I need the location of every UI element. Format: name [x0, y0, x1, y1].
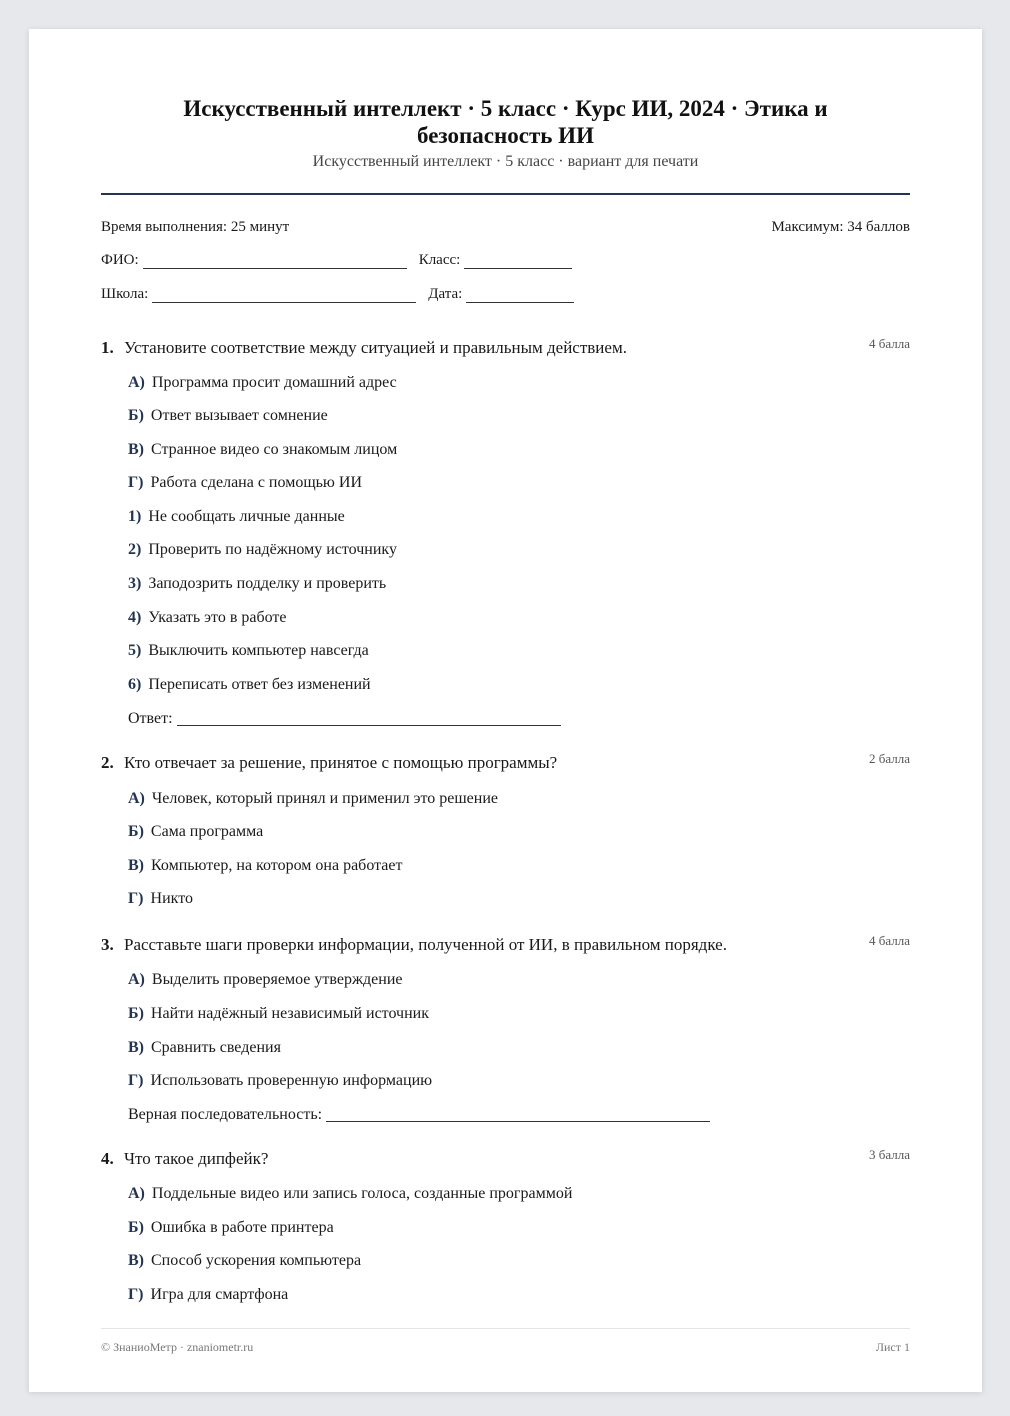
option-letter: 5): [128, 642, 142, 659]
option-v: [128, 1038, 281, 1058]
option-4: [128, 608, 287, 628]
option-text: Поддельные видео или запись голоса, созданные программой: [151, 1185, 573, 1202]
question-number: 1.: [101, 338, 114, 357]
option-g: [128, 1071, 432, 1091]
document-title: Искусственный интеллект · 5 класс · Курс ИИ, 2024 · Этика и безопасность ИИ: [183, 96, 828, 148]
option-text: Странное видео со знакомым лицом: [151, 441, 398, 458]
option-letter: 1): [128, 508, 142, 525]
question-points: 4 балла: [869, 933, 910, 948]
meta-row-name: [101, 252, 910, 269]
page-number: Лист 1: [875, 1340, 910, 1354]
question-text: Кто отвечает за решение, принятое с помощью программы?: [124, 753, 558, 772]
question-3: [101, 933, 910, 1123]
time-limit: Время выполнения: 25 минут: [101, 219, 290, 235]
option-letter: Г): [128, 474, 144, 491]
option-letter: А): [128, 374, 145, 391]
option-text: Переписать ответ без изменений: [148, 676, 371, 693]
option-1: [128, 507, 345, 527]
option-text: Заподозрить подделку и проверить: [148, 575, 387, 592]
option-a: [128, 373, 397, 393]
option-text: Человек, который принял и применил это решение: [151, 790, 499, 807]
question-number: 2.: [101, 753, 114, 772]
option-b: [128, 1004, 429, 1024]
question-number: 4.: [101, 1149, 114, 1168]
question-2: [101, 751, 910, 907]
option-text: Ошибка в работе принтера: [150, 1219, 334, 1236]
option-text: Компьютер, на котором она работает: [151, 857, 403, 874]
class-label: Класс:: [418, 252, 461, 268]
option-letter: А): [128, 790, 145, 807]
option-letter: Б): [128, 407, 144, 424]
answer-row: [128, 709, 561, 729]
option-g: [128, 1285, 288, 1305]
option-letter: Б): [128, 823, 144, 840]
document-header: [101, 95, 910, 171]
option-text: Использовать проверенную информацию: [150, 1072, 433, 1089]
question-text: Установите соответствие между ситуацией и правильным действием.: [124, 338, 627, 357]
option-text: Способ ускорения компьютера: [151, 1252, 362, 1269]
meta-row-school: [101, 286, 910, 303]
option-letter: Г): [128, 890, 144, 907]
option-text: Выделить проверяемое утверждение: [151, 971, 403, 988]
worksheet-page: [29, 29, 982, 1392]
question-points: 4 балла: [869, 336, 910, 351]
answer-label: Верная последовательность:: [128, 1106, 323, 1123]
option-letter: В): [128, 1252, 144, 1269]
sequence-answer-field[interactable]: [326, 1107, 710, 1122]
option-a: [128, 1184, 572, 1204]
option-letter: В): [128, 1039, 144, 1056]
question-points: 2 балла: [869, 751, 910, 766]
option-letter: 4): [128, 609, 142, 626]
question-4: [101, 1147, 910, 1303]
question-text: Расставьте шаги проверки информации, полученной от ИИ, в правильном порядке.: [124, 935, 727, 954]
option-letter: Г): [128, 1072, 144, 1089]
option-b: [128, 406, 328, 426]
option-text: Проверить по надёжному источнику: [148, 541, 397, 558]
option-6: [128, 675, 371, 695]
option-text: Выключить компьютер навсегда: [148, 642, 369, 659]
option-letter: Б): [128, 1005, 144, 1022]
option-v: [128, 856, 402, 876]
question-header: [101, 337, 910, 359]
school-field[interactable]: [152, 288, 416, 303]
question-text: Что такое дипфейк?: [124, 1149, 269, 1168]
option-text: Программа просит домашний адрес: [151, 374, 397, 391]
footer-divider: [101, 1328, 910, 1329]
option-text: Игра для смартфона: [150, 1286, 289, 1303]
question-header: [101, 1148, 910, 1170]
option-letter: 6): [128, 676, 142, 693]
option-letter: А): [128, 971, 145, 988]
option-3: [128, 574, 386, 594]
date-label: Дата:: [428, 286, 463, 302]
name-label: ФИО:: [101, 252, 139, 268]
answer-field[interactable]: [177, 711, 561, 726]
option-v: [128, 440, 397, 460]
question-number: 3.: [101, 935, 114, 954]
option-text: Указать это в работе: [148, 609, 287, 626]
answer-label: Ответ:: [128, 710, 173, 727]
header-divider: [101, 193, 910, 195]
option-letter: В): [128, 857, 144, 874]
question-1: [101, 336, 910, 727]
option-letter: 3): [128, 575, 142, 592]
option-letter: А): [128, 1185, 145, 1202]
option-g: [128, 889, 193, 909]
option-g: [128, 473, 362, 493]
school-label: Школа:: [101, 286, 149, 302]
name-field[interactable]: [143, 254, 407, 269]
max-score: Максимум: 34 баллов: [771, 219, 910, 235]
option-5: [128, 641, 369, 661]
page-footer: [101, 1340, 910, 1355]
option-text: Сравнить сведения: [151, 1039, 281, 1056]
sequence-answer-row: [128, 1105, 710, 1125]
option-v: [128, 1251, 361, 1271]
class-field[interactable]: [464, 254, 572, 269]
meta-row-time: [101, 219, 910, 236]
document-subtitle: Искусственный интеллект · 5 класс · вариант для печати: [312, 153, 699, 170]
option-letter: Г): [128, 1286, 144, 1303]
option-2: [128, 540, 397, 560]
option-text: Работа сделана с помощью ИИ: [150, 474, 362, 491]
question-header: [101, 934, 910, 956]
option-a: [128, 789, 498, 809]
option-letter: В): [128, 441, 144, 458]
option-letter: 2): [128, 541, 142, 558]
option-b: [128, 1218, 334, 1238]
option-letter: Б): [128, 1219, 144, 1236]
option-text: Сама программа: [150, 823, 264, 840]
question-header: [101, 752, 910, 774]
option-text: Ответ вызывает сомнение: [150, 407, 328, 424]
copyright-text: © ЗнаниоМетр · znaniometr.ru: [101, 1340, 254, 1354]
option-text: Не сообщать личные данные: [148, 508, 345, 525]
question-points: 3 балла: [869, 1147, 910, 1162]
date-field[interactable]: [466, 288, 574, 303]
option-a: [128, 970, 402, 990]
option-text: Найти надёжный независимый источник: [150, 1005, 429, 1022]
option-b: [128, 822, 263, 842]
option-text: Никто: [150, 890, 193, 907]
